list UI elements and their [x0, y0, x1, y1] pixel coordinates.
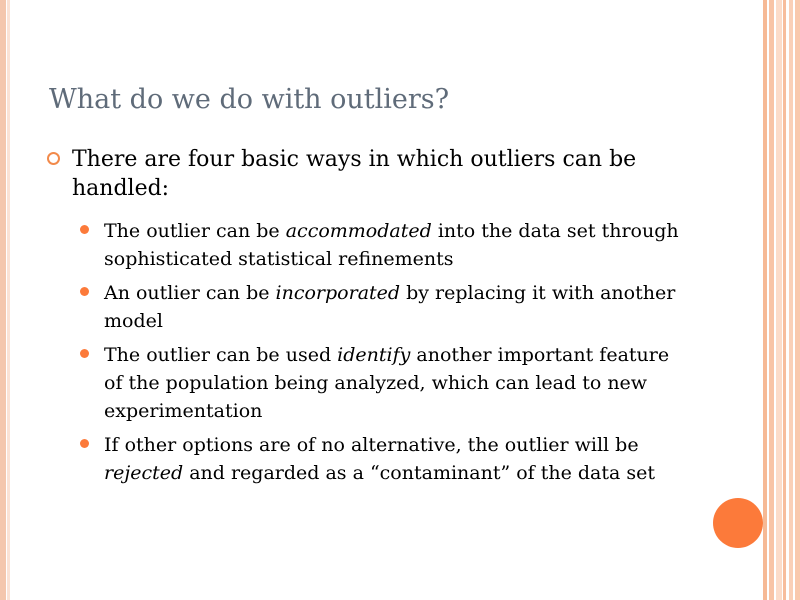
right-border-stripe	[783, 0, 786, 600]
dot-bullet-icon	[80, 439, 89, 448]
sub-bullet-list	[80, 217, 680, 493]
left-border-stripe	[0, 0, 6, 600]
dot-bullet-icon	[80, 349, 89, 358]
dot-bullet-icon	[80, 225, 89, 234]
sub-bullet-item	[80, 431, 680, 487]
text-plain: If other options are of no alternative, the outlier will be	[104, 434, 639, 456]
sub-bullet-item	[80, 341, 680, 425]
text-plain: by replacing it with another model	[104, 282, 676, 332]
text-emphasis: rejected	[104, 462, 184, 484]
decorative-circle	[713, 498, 763, 548]
dot-bullet-icon	[80, 287, 89, 296]
text-emphasis: incorporated	[275, 282, 401, 304]
right-border-stripe	[795, 0, 800, 600]
main-bullet	[47, 145, 687, 203]
text-emphasis: identify	[337, 344, 411, 366]
text-plain: The outlier can be	[104, 220, 286, 242]
sub-bullet-text	[104, 217, 680, 273]
text-emphasis: accommodated	[285, 220, 432, 242]
text-plain: An outlier can be	[104, 282, 276, 304]
right-border-stripe	[789, 0, 793, 600]
main-bullet-text: There are four basic ways in which outliers can be handled:	[72, 147, 637, 201]
text-plain: into the data set through sophisticated statistical refinements	[104, 220, 679, 270]
text-plain: and regarded as a “contaminant” of the data set	[183, 462, 656, 484]
ring-bullet-icon	[47, 152, 60, 165]
slide-title: What do we do with outliers?	[49, 84, 450, 115]
text-plain: another important feature of the population being analyzed, which can lead to new experimentation	[104, 344, 670, 422]
left-border-stripe-inner	[7, 0, 10, 600]
sub-bullet-item	[80, 279, 680, 335]
right-border-stripe	[763, 0, 767, 600]
text-plain: The outlier can be used	[104, 344, 338, 366]
right-border-stripe	[769, 0, 774, 600]
sub-bullet-text	[104, 279, 680, 335]
sub-bullet-text	[104, 431, 680, 487]
sub-bullet-item	[80, 217, 680, 273]
right-border-stripe	[776, 0, 782, 600]
sub-bullet-text	[104, 341, 680, 425]
